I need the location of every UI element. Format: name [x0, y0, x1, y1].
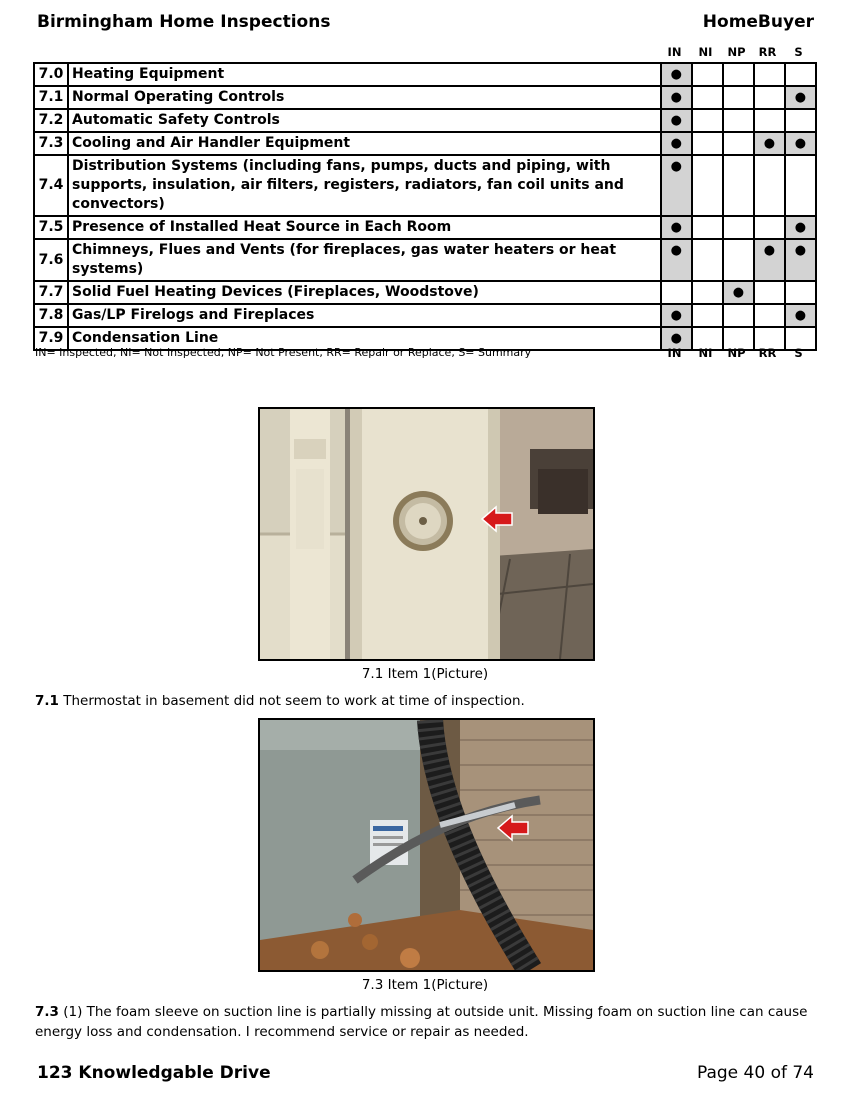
table-row [34, 155, 816, 216]
page-footer [37, 1063, 814, 1085]
np-mark [723, 239, 754, 281]
col-ni: NI [698, 346, 713, 360]
rr-mark [754, 216, 785, 239]
table-row [34, 132, 816, 155]
item-number: 7.4 [34, 155, 68, 216]
finding-number: 7.1 [35, 693, 59, 709]
ni-mark [692, 281, 723, 304]
table-row [34, 109, 816, 132]
item-description: Heating Equipment [68, 63, 661, 86]
item-number: 7.3 [34, 132, 68, 155]
ni-mark [692, 109, 723, 132]
company-name: Birmingham Home Inspections [37, 12, 331, 32]
rr-mark [754, 281, 785, 304]
ni-mark [692, 86, 723, 109]
table-row [34, 63, 816, 86]
in-mark: ● [661, 216, 692, 239]
col-s: S [794, 346, 803, 360]
s-mark [785, 281, 816, 304]
rr-mark [754, 304, 785, 327]
thermostat-photo [258, 407, 595, 661]
inspection-table [33, 62, 817, 351]
item-number: 7.8 [34, 304, 68, 327]
ni-mark [692, 132, 723, 155]
s-mark: ● [785, 132, 816, 155]
s-mark: ● [785, 216, 816, 239]
property-address: 123 Knowledgable Drive [37, 1063, 271, 1083]
photo-caption: 7.3 Item 1(Picture) [361, 977, 489, 993]
item-number: 7.5 [34, 216, 68, 239]
s-mark [785, 63, 816, 86]
item-description: Presence of Installed Heat Source in Each Room [68, 216, 661, 239]
in-mark: ● [661, 86, 692, 109]
in-mark: ● [661, 63, 692, 86]
item-description: Distribution Systems (including fans, pumps, ducts and piping, with supports, insulation, air filters, registers, radiators, fan coil units and convectors) [68, 155, 661, 216]
item-number: 7.9 [34, 327, 68, 350]
col-rr: RR [758, 346, 777, 360]
item-number: 7.7 [34, 281, 68, 304]
in-mark: ● [661, 327, 692, 350]
rr-mark [754, 63, 785, 86]
col-s: S [794, 45, 803, 59]
thermostat-image [260, 409, 593, 659]
np-mark [723, 109, 754, 132]
table-row [34, 304, 816, 327]
s-mark: ● [785, 304, 816, 327]
col-in: IN [667, 45, 682, 59]
suction-line-image [260, 720, 593, 970]
finding-number: 7.3 [35, 1004, 59, 1020]
in-mark [661, 281, 692, 304]
item-description: Solid Fuel Heating Devices (Fireplaces, Woodstove) [68, 281, 661, 304]
col-ni: NI [698, 45, 713, 59]
in-mark: ● [661, 132, 692, 155]
table-row [34, 86, 816, 109]
ni-mark [692, 155, 723, 216]
s-mark [785, 109, 816, 132]
ni-mark [692, 63, 723, 86]
col-in: IN [667, 346, 682, 360]
rr-mark: ● [754, 239, 785, 281]
in-mark: ● [661, 109, 692, 132]
col-np: NP [727, 346, 746, 360]
np-mark [723, 304, 754, 327]
column-header-top [659, 45, 817, 61]
table-row [34, 216, 816, 239]
rr-mark: ● [754, 132, 785, 155]
np-mark [723, 155, 754, 216]
item-description: Condensation Line [68, 327, 661, 350]
np-mark [723, 216, 754, 239]
item-number: 7.0 [34, 63, 68, 86]
page-number: Page 40 of 74 [696, 1063, 814, 1083]
rr-mark [754, 155, 785, 216]
report-type: HomeBuyer [702, 12, 814, 32]
col-rr: RR [758, 45, 777, 59]
ni-mark [692, 304, 723, 327]
item-description: Cooling and Air Handler Equipment [68, 132, 661, 155]
finding-note [35, 691, 815, 711]
finding-text: (1) The foam sleeve on suction line is partially missing at outside unit. Missing foam on suction line can cause energy loss and condensation. I recommend service or repair as needed. [35, 1004, 808, 1040]
in-mark: ● [661, 239, 692, 281]
finding-text: Thermostat in basement did not seem to work at time of inspection. [58, 693, 525, 709]
np-mark [723, 63, 754, 86]
s-mark: ● [785, 239, 816, 281]
legend: IN= Inspected, NI= Not Inspected, NP= Not Present, RR= Repair or Replace, S= Summary [35, 346, 532, 359]
col-np: NP [727, 45, 746, 59]
in-mark: ● [661, 155, 692, 216]
s-mark: ● [785, 86, 816, 109]
table-row [34, 281, 816, 304]
np-mark [723, 132, 754, 155]
item-description: Gas/LP Firelogs and Fireplaces [68, 304, 661, 327]
in-mark: ● [661, 304, 692, 327]
item-number: 7.2 [34, 109, 68, 132]
table-row [34, 239, 816, 281]
item-number: 7.1 [34, 86, 68, 109]
column-header-bottom [659, 346, 817, 362]
rr-mark [754, 109, 785, 132]
item-description: Chimneys, Flues and Vents (for fireplaces, gas water heaters or heat systems) [68, 239, 661, 281]
ni-mark [692, 239, 723, 281]
item-description: Normal Operating Controls [68, 86, 661, 109]
np-mark [723, 86, 754, 109]
ni-mark [692, 216, 723, 239]
item-description: Automatic Safety Controls [68, 109, 661, 132]
s-mark [785, 155, 816, 216]
finding-note [35, 1002, 815, 1042]
page-header [37, 12, 814, 34]
photo-caption: 7.1 Item 1(Picture) [361, 666, 489, 682]
np-mark: ● [723, 281, 754, 304]
suction-line-photo [258, 718, 595, 972]
rr-mark [754, 86, 785, 109]
item-number: 7.6 [34, 239, 68, 281]
